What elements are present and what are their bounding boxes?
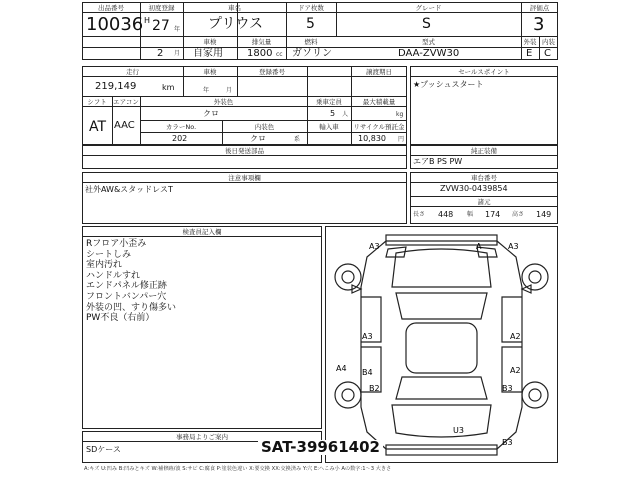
watermark: SAT-39961402 — [258, 440, 383, 455]
era: H — [144, 16, 151, 25]
inspect-line: 外装の凹、すり傷多い — [86, 302, 177, 313]
inspect-label: 車検 — [203, 68, 217, 76]
int-color-suffix: 系 — [294, 136, 301, 143]
grade-value: S — [422, 16, 431, 32]
inspect-line: 室内汚れ — [86, 260, 123, 271]
len-label: 長さ — [413, 211, 426, 218]
rep-date-label: 譲渡期日 — [366, 68, 392, 76]
hgt-value: 149 — [536, 210, 552, 219]
reg-year: 27 — [152, 18, 170, 34]
cc-unit: cc — [276, 51, 283, 58]
ac-value: AAC — [114, 120, 135, 131]
dim-label: 諸元 — [477, 198, 491, 206]
load-label: 最大積載量 — [362, 98, 396, 106]
shift-value: AT — [89, 119, 107, 135]
car-mark: A2 — [510, 332, 521, 341]
inspect-year-unit: 年 — [203, 87, 210, 94]
hgt-label: 高さ — [512, 211, 525, 218]
plate-label: 登録番号 — [259, 68, 285, 76]
selling-label: セールスポイント — [458, 68, 510, 76]
doors-label: ドア枚数 — [298, 4, 324, 12]
color-label: 外装色 — [213, 98, 234, 106]
std-value: エアB PS PW — [413, 157, 463, 166]
cc-label: 排気量 — [251, 38, 272, 46]
capacity-label: 乗車定員 — [316, 98, 342, 106]
score-value: 3 — [533, 14, 545, 35]
color-no-value: 202 — [172, 134, 188, 143]
car-mark: B3 — [502, 438, 513, 447]
score-label: 評価点 — [529, 4, 550, 12]
type-value: DAA-ZVW30 — [398, 48, 460, 59]
wid-value: 174 — [485, 210, 501, 219]
car-mark: A4 — [336, 364, 347, 373]
notes-text: 社外AW&スタッドレスT — [85, 185, 173, 194]
color-no-label: カラーNo. — [165, 123, 197, 131]
recycle-value: 10,830 — [358, 134, 386, 143]
year-unit: 年 — [174, 26, 181, 33]
inspector-label: 検査員記入欄 — [182, 228, 222, 236]
office-text: SDケース — [86, 445, 121, 454]
capacity-unit: 人 — [342, 111, 349, 118]
car-mark: B2 — [369, 384, 380, 393]
selling-value: ★プッシュスタート — [413, 80, 484, 89]
int-color-value: クロ — [250, 134, 266, 143]
recycle-unit: 円 — [398, 136, 405, 143]
lot-number: 10036 — [86, 14, 144, 35]
notes-label: 注意事項欄 — [228, 174, 261, 182]
int-value: C — [544, 48, 551, 59]
inspect-line: シートしみ — [86, 249, 132, 260]
grade-label: グレード — [415, 4, 442, 12]
std-label: 純正装備 — [471, 147, 497, 155]
reg-month: 2 — [157, 48, 164, 59]
inspect-line: ハンドルすれ — [86, 270, 141, 281]
car-mark: A3 — [508, 242, 519, 251]
int-color-label: 内装色 — [254, 123, 275, 131]
selling-point-box — [410, 66, 558, 145]
mileage-value: 219,149 — [95, 81, 137, 92]
chassis-label: 車台番号 — [471, 174, 497, 182]
color-value: クロ — [203, 109, 219, 118]
car-mark: A3 — [362, 332, 373, 341]
car-mark: B3 — [502, 384, 513, 393]
cc-value: 1800 — [247, 48, 273, 59]
shipping-label: 後日発送部品 — [225, 147, 264, 155]
ext-value: E — [526, 48, 533, 59]
mileage-unit: km — [162, 83, 175, 92]
car-diagram — [326, 227, 557, 462]
shift-label: シフト — [87, 98, 107, 106]
fuel-value: ガソリン — [292, 48, 332, 59]
doors-value: 5 — [306, 16, 315, 32]
shaken-value: 自家用 — [193, 48, 223, 59]
car-mark: U3 — [453, 426, 464, 435]
car-mark: A — [476, 242, 482, 251]
car-diagram-box — [325, 226, 558, 463]
mileage-label: 走行 — [126, 68, 139, 76]
int-label: 内装 — [542, 38, 555, 46]
car-mark: A3 — [369, 242, 380, 251]
legend: A:キズ U:凹み B:凹みとキズ W:補修跡/波 S:サビ C:腐食 P:塗装色違い X:要交換 XX:交換済み Y:穴 E:へこみ小 Aの数字:1〜3 大きさ — [84, 466, 392, 472]
model-label: 車名 — [228, 4, 241, 12]
chassis-value: ZVW30-0439854 — [440, 184, 508, 193]
shaken-label: 車検 — [203, 38, 217, 46]
inspect-line: フロントバンパー穴 — [86, 291, 167, 302]
inspector-lines — [86, 239, 176, 324]
inspect-line: エンドパネル修正跡 — [86, 281, 167, 292]
wid-label: 幅 — [467, 211, 474, 218]
fuel-label: 燃料 — [304, 38, 318, 46]
car-mark: B4 — [362, 368, 373, 377]
recycle-label: リサイクル預託金 — [353, 123, 405, 131]
lot-label: 出品番号 — [98, 4, 124, 12]
ac-label: エアコン — [113, 98, 139, 106]
ext-label: 外装 — [523, 38, 537, 46]
office-label: 事務局よりご案内 — [176, 433, 228, 441]
month-unit: 月 — [174, 50, 181, 57]
type-label: 型式 — [422, 38, 435, 46]
car-mark: A2 — [510, 366, 521, 375]
capacity-value: 5 — [330, 109, 336, 118]
load-unit: kg — [396, 111, 404, 118]
inspect-month-unit: 月 — [226, 87, 233, 94]
len-value: 448 — [438, 210, 454, 219]
inspect-line: PW不良（右前） — [86, 313, 155, 324]
import-label: 輸入車 — [319, 123, 339, 131]
model-name: プリウス — [208, 16, 264, 32]
inspect-line: Rフロア小歪み — [86, 239, 147, 249]
reg-label: 初度登録 — [148, 4, 175, 12]
